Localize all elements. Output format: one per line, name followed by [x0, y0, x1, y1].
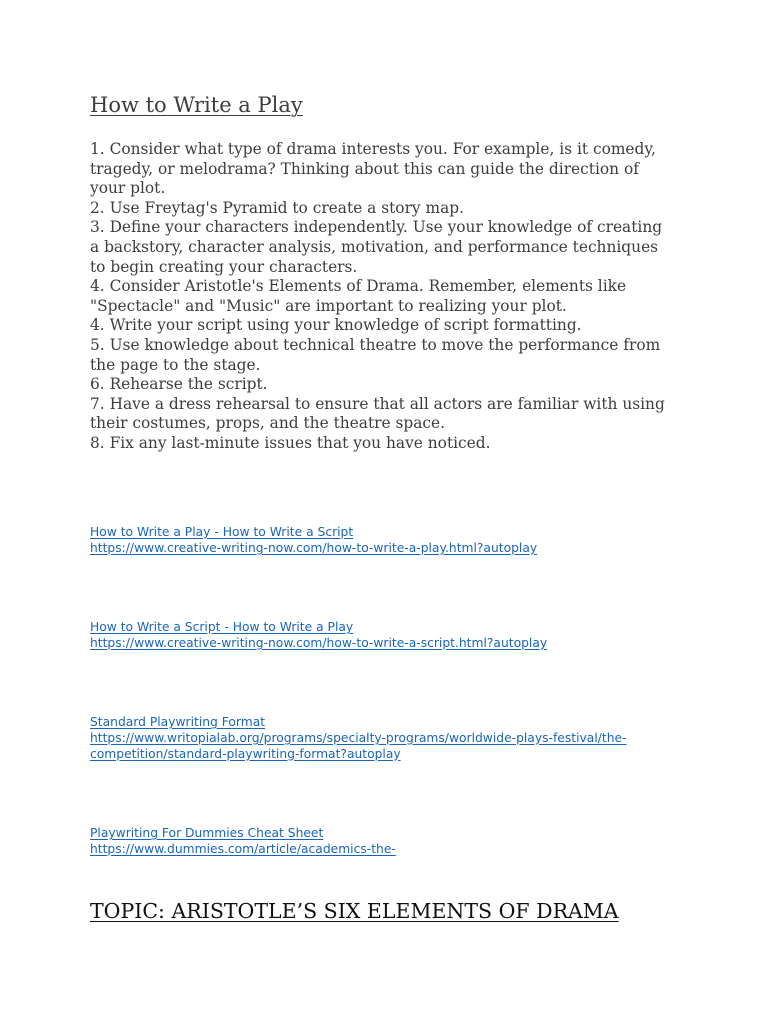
reference-link-block — [90, 715, 690, 762]
step-item: 5. Use knowledge about technical theatre to move the performance from the page to the stage. — [90, 335, 661, 374]
reference-link-url[interactable]: https://www.creative-writing-now.com/how-to-write-a-script.html?autoplay — [90, 635, 548, 650]
reference-link-title[interactable]: How to Write a Script - How to Write a Play — [90, 620, 354, 634]
step-item: 4. Write your script using your knowledge of script formatting. — [90, 316, 582, 335]
step-item: 2. Use Freytag's Pyramid to create a story map. — [90, 198, 465, 217]
reference-link-block — [90, 826, 690, 858]
reference-link-block — [90, 525, 690, 557]
step-item: 7. Have a dress rehearsal to ensure that all actors are familiar with using their costumes, props, and the theatre space. — [90, 394, 665, 433]
step-item: 1. Consider what type of drama interests you. For example, is it comedy, tragedy, or melodrama? Thinking about this can guide the direction of your plot. — [90, 140, 656, 198]
topic-heading: TOPIC: ARISTOTLE’S SIX ELEMENTS OF DRAMA — [90, 899, 619, 923]
step-item: 6. Rehearse the script. — [90, 375, 268, 394]
reference-link-title[interactable]: Playwriting For Dummies Cheat Sheet — [90, 826, 324, 840]
step-item: 4. Consider Aristotle's Elements of Drama. Remember, elements like "Spectacle" and "Music" are important to realizing your plot. — [90, 277, 627, 315]
steps-list — [90, 140, 680, 454]
reference-link-title[interactable]: How to Write a Play - How to Write a Script — [90, 525, 354, 539]
document-title: How to Write a Play — [90, 93, 303, 117]
step-item: 3. Define your characters independently. Use your knowledge of creating a backstory, character analysis, motivation, and performance techniques to begin creating your characters. — [90, 218, 663, 276]
reference-link-url[interactable]: https://www.writopialab.org/programs/specialty-programs/worldwide-plays-festival/the- competition/standard-playwriting-format?autoplay — [90, 730, 627, 761]
reference-link-title[interactable]: Standard Playwriting Format — [90, 715, 266, 729]
reference-link-block — [90, 620, 690, 652]
step-item: 8. Fix any last-minute issues that you have noticed. — [90, 433, 491, 452]
reference-link-url[interactable]: https://www.creative-writing-now.com/how-to-write-a-play.html?autoplay — [90, 540, 538, 555]
reference-link-url[interactable]: https://www.dummies.com/article/academics-the- — [90, 841, 396, 856]
